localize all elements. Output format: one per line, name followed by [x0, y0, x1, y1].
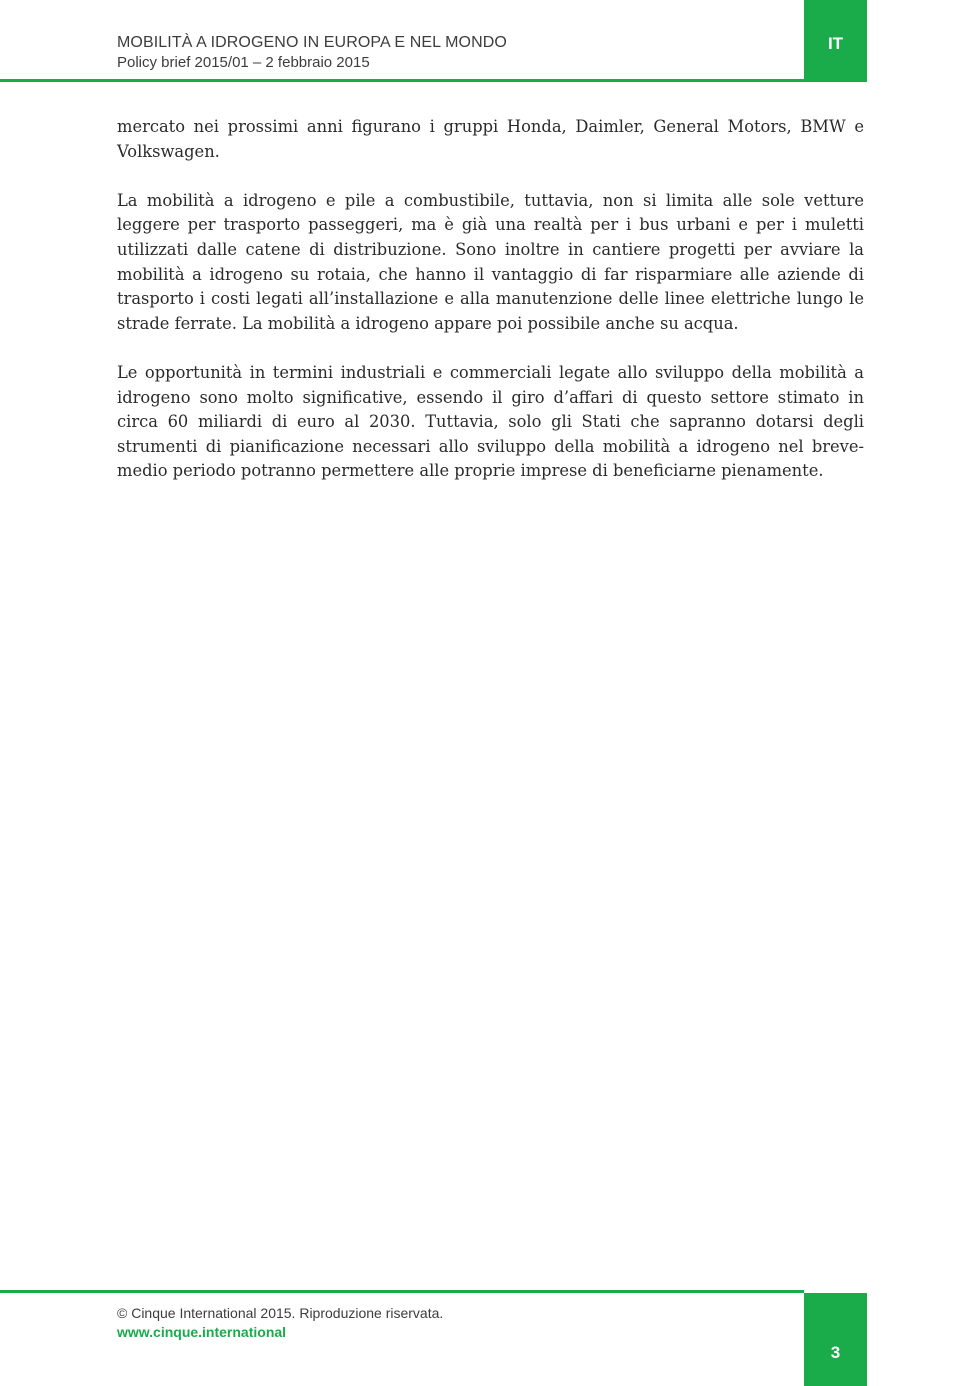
footer-copyright: © Cinque International 2015. Riproduzione riservata.: [117, 1305, 444, 1321]
footer-divider: [0, 1290, 804, 1293]
page-number: 3: [804, 1293, 867, 1386]
footer-website-link[interactable]: www.cinque.international: [117, 1324, 287, 1340]
body-text: [117, 115, 864, 509]
header-subtitle: Policy brief 2015/01 – 2 febbraio 2015: [117, 54, 370, 71]
header-divider: [0, 79, 804, 82]
language-tab: IT: [804, 0, 867, 82]
paragraph: mercato nei prossimi anni figurano i gruppi Honda, Daimler, General Motors, BMW e Volkswagen.: [117, 117, 864, 161]
paragraph: La mobilità a idrogeno e pile a combustibile, tuttavia, non si limita alle sole vetture leggere per trasporto passeggeri, ma è già una realtà per i bus urbani e per i muletti utilizzati dalle catene di distribuzione. Sono inoltre in cantiere progetti per avviare la mobilità a idrogeno su rotaia, che hanno il vantaggio di far risparmiare alle aziende di trasporto i costi legati all’installazione e alla manutenzione delle linee elettriche lungo le strade ferrate. La mobilità a idrogeno appare poi possibile anche su acqua.: [117, 190, 864, 333]
paragraph: Le opportunità in termini industriali e commerciali legate allo sviluppo della mobilità a idrogeno sono molto significative, essendo il giro d’affari di questo settore stimato in circa 60 miliardi di euro al 2030. Tuttavia, solo gli Stati che sapranno dotarsi degli strumenti di pianificazione necessari allo sviluppo della mobilità a idrogeno nel breve-medio periodo potranno permettere alle proprie imprese di beneficiarne pienamente.: [117, 362, 864, 481]
header-title: MOBILITÀ A IDROGENO IN EUROPA E NEL MONDO: [117, 34, 507, 51]
